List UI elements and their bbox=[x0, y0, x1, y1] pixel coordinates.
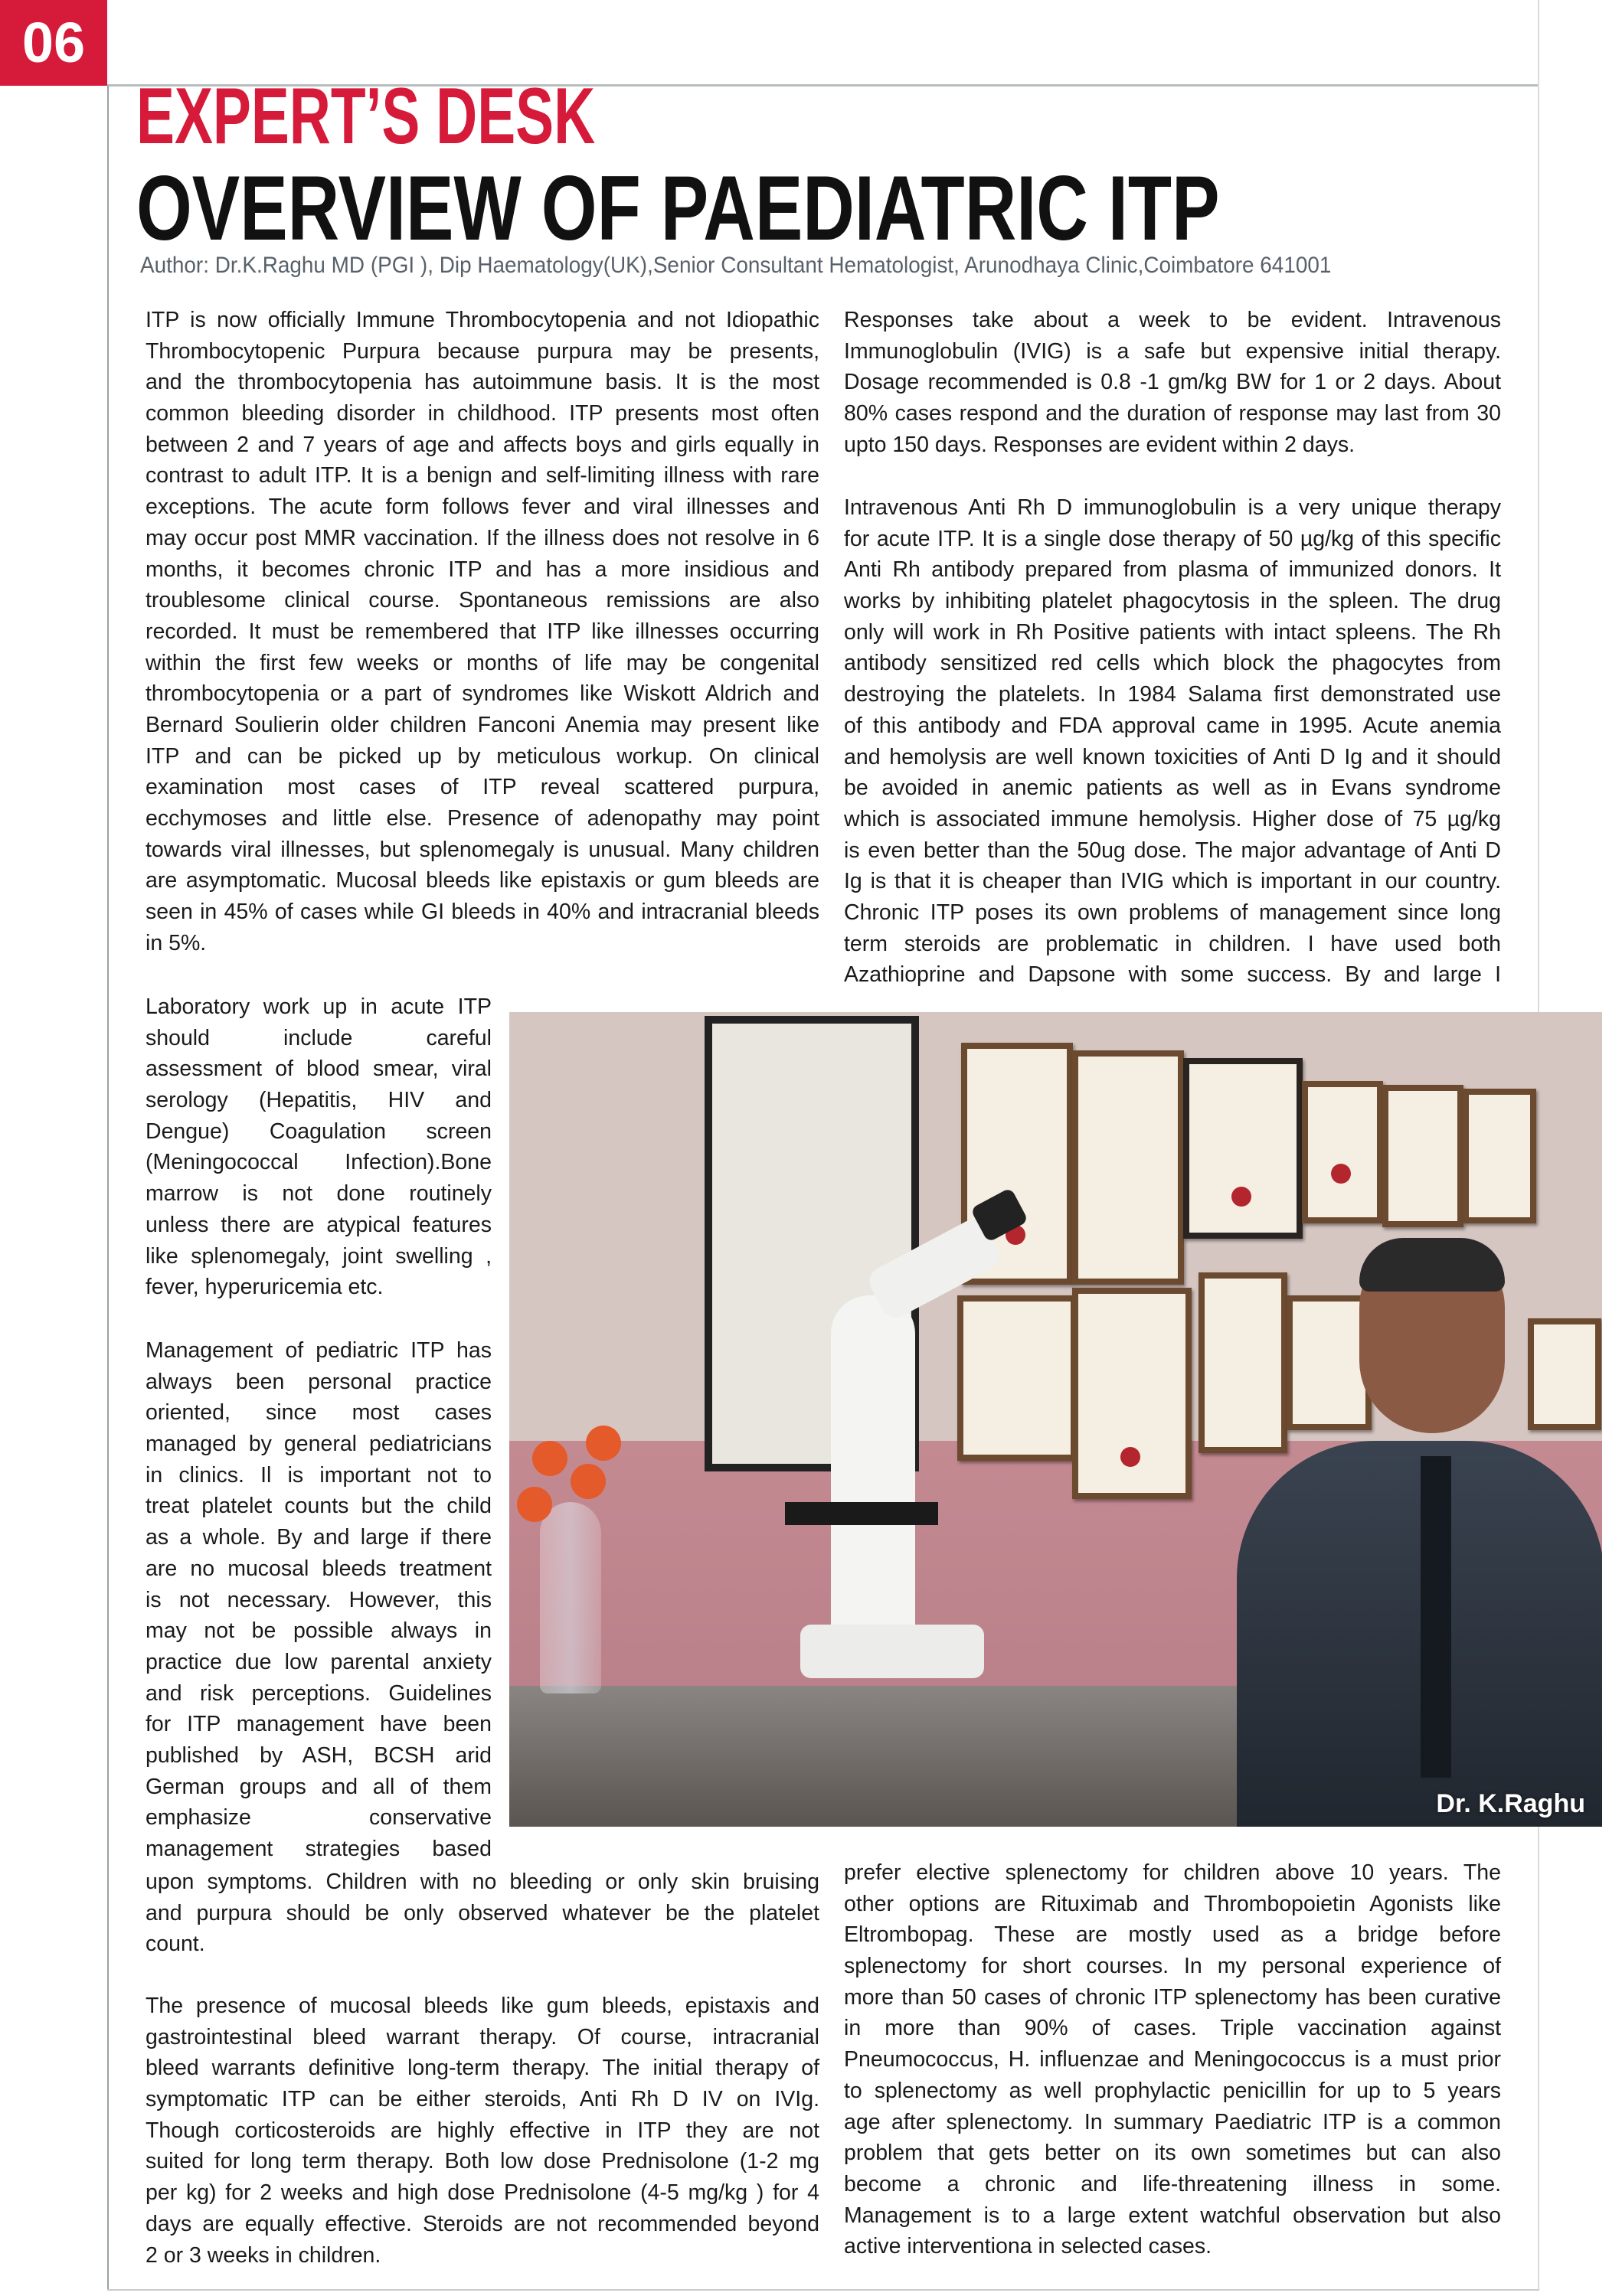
photo-person-body bbox=[1237, 1441, 1602, 1827]
text-line: only will work in Rh Positive patients with intact spleens. The Rh bbox=[844, 619, 1501, 645]
text-line: marrow is not done routinely bbox=[146, 1181, 492, 1207]
text-line: for acute ITP. It is a single dose therapy of 50 µg/kg of this specific bbox=[844, 526, 1501, 551]
text-line: examination most cases of ITP reveal scattered purpura, bbox=[146, 775, 819, 800]
photo-flower bbox=[532, 1441, 567, 1476]
photo-certificate bbox=[1199, 1272, 1287, 1453]
text-line: assessment of blood smear, viral bbox=[146, 1057, 492, 1082]
photo-certificate bbox=[1463, 1089, 1536, 1223]
text-line: gastrointestinal bleed warrant therapy. Of course, intracranial bbox=[146, 2024, 819, 2049]
text-line: may occur post MMR vaccination. If the illness does not resolve in 6 bbox=[146, 525, 819, 550]
photo-certificate bbox=[1072, 1288, 1192, 1499]
text-line: ecchymoses and little else. Presence of adenopathy may point bbox=[146, 806, 819, 831]
author-photo bbox=[509, 1012, 1602, 1827]
text-line: fever, hyperuricemia etc. bbox=[146, 1275, 384, 1300]
text-line: unless there are atypical features bbox=[146, 1212, 492, 1237]
text-line: Ig is that it is cheaper than IVIG which is important in our country. bbox=[844, 869, 1501, 894]
author-line: Author: Dr.K.Raghu MD (PGI ), Dip Haematology(UK),Senior Consultant Hematologist, Arunodhaya Clinic,Coimbatore 641001 bbox=[140, 253, 1332, 278]
text-line: (Meningococcal Infection).Bone bbox=[146, 1150, 492, 1175]
text-line: suited for long term therapy. Both low dose Prednisolone (1-2 mg bbox=[146, 2149, 819, 2174]
text-line: days are equally effective. Steroids are not recommended beyond bbox=[146, 2211, 819, 2236]
text-line: emphasize conservative bbox=[146, 1805, 492, 1831]
text-line: ITP is now officially Immune Thrombocytopenia and not Idiopathic bbox=[146, 308, 819, 332]
text-line: between 2 and 7 years of age and affects boys and girls equally in bbox=[146, 432, 819, 457]
photo-vase bbox=[540, 1502, 601, 1693]
text-line: ITP and can be picked up by meticulous workup. On clinical bbox=[146, 743, 819, 769]
paragraph-lab-workup bbox=[146, 991, 492, 1303]
text-line: serology (Hepatitis, HIV and bbox=[146, 1088, 492, 1113]
text-line: works by inhibiting platelet phagocytosis in the spleen. The drug bbox=[844, 589, 1501, 614]
photo-certificate bbox=[1072, 1050, 1184, 1285]
text-line: thrombocytopenia or a part of syndromes like Wiskott Aldrich and bbox=[146, 681, 819, 707]
text-line: for ITP management have been bbox=[146, 1712, 492, 1737]
text-line: in more than 90% of cases. Triple vaccination against bbox=[844, 2016, 1501, 2041]
text-line: be avoided in anemic patients as well as in Evans syndrome bbox=[844, 776, 1501, 801]
text-line: oriented, since most cases bbox=[146, 1400, 492, 1426]
text-line: practice due low parental anxiety bbox=[146, 1649, 492, 1674]
text-line: 2 or 3 weeks in children. bbox=[146, 2242, 381, 2268]
article-title: OVERVIEW OF PAEDIATRIC ITP bbox=[136, 157, 1220, 260]
text-line: term steroids are problematic in children. I have used both bbox=[844, 931, 1501, 956]
text-line: and purpura should be only observed whatever be the platelet bbox=[146, 1900, 819, 1925]
text-line: Though corticosteroids are highly effective in ITP they are not bbox=[146, 2118, 819, 2143]
photo-certificate bbox=[1382, 1085, 1463, 1227]
text-line: become a chronic and life-threatening illness in some. bbox=[844, 2171, 1501, 2196]
text-line: prefer elective splenectomy for children above 10 years. The bbox=[844, 1860, 1501, 1885]
paragraph-therapy bbox=[146, 1991, 819, 2271]
paragraph-management-continued bbox=[146, 1867, 819, 1960]
text-line: seen in 45% of cases while GI bleeds in 40% and intracranial bleeds bbox=[146, 900, 819, 925]
text-line: Laboratory work up in acute ITP bbox=[146, 994, 492, 1019]
text-line: are asymptomatic. Mucosal bleeds like epistaxis or gum bleeds are bbox=[146, 868, 819, 893]
text-line: antibody sensitized red cells which block the phagocytes from bbox=[844, 651, 1501, 676]
text-line: upon symptoms. Children with no bleeding or only skin bruising bbox=[146, 1870, 819, 1894]
photo-flower bbox=[571, 1464, 606, 1499]
text-line: Dosage recommended is 0.8 -1 gm/kg BW for 1 or 2 days. About bbox=[844, 370, 1501, 395]
paragraph-ivig bbox=[844, 305, 1501, 460]
text-line: exceptions. The acute form follows fever and viral illnesses and bbox=[146, 495, 819, 520]
photo-certificate bbox=[1183, 1058, 1303, 1239]
text-line: treat platelet counts but the child bbox=[146, 1494, 492, 1519]
text-line: Responses take about a week to be evident. Intravenous bbox=[844, 308, 1501, 332]
text-line: Thrombocytopenic Purpura because purpura may be presents, bbox=[146, 338, 819, 364]
text-line: other options are Rituximab and Thrombopoietin Agonists like bbox=[844, 1891, 1501, 1916]
text-line: more than 50 cases of chronic ITP splenectomy has been curative bbox=[844, 1984, 1501, 2010]
text-line: Dengue) Coagulation screen bbox=[146, 1119, 492, 1144]
photo-person-hair bbox=[1359, 1238, 1505, 1292]
text-line: should include careful bbox=[146, 1025, 492, 1050]
text-line: and risk perceptions. Guidelines bbox=[146, 1680, 492, 1706]
bottom-rule bbox=[107, 2289, 1539, 2291]
page-number: 06 bbox=[0, 0, 107, 86]
section-heading: EXPERT’S DESK bbox=[136, 72, 596, 161]
text-line: Intravenous Anti Rh D immunoglobulin is a very unique therapy bbox=[844, 495, 1501, 520]
text-line: recorded. It must be remembered that ITP like illnesses occurring bbox=[146, 619, 819, 644]
photo-microscope bbox=[831, 1295, 915, 1632]
photo-certificate bbox=[957, 1295, 1077, 1461]
text-line: management strategies based bbox=[146, 1837, 492, 1861]
text-line: active interventiona in selected cases. bbox=[844, 2234, 1212, 2259]
text-line: always been personal practice bbox=[146, 1369, 492, 1394]
text-line: common bleeding disorder in childhood. ITP presents most often bbox=[146, 401, 819, 426]
photo-caption: Dr. K.Raghu bbox=[1436, 1789, 1585, 1818]
text-line: Immunoglobulin (IVIG) is a safe but expensive initial therapy. bbox=[844, 338, 1501, 364]
text-line: per kg) for 2 weeks and high dose Prednisolone (4-5 mg/kg ) for 4 bbox=[146, 2180, 819, 2206]
text-line: in 5%. bbox=[146, 930, 207, 955]
text-line: problem that gets better on its own sometimes but can also bbox=[844, 2141, 1501, 2166]
text-line: may not be possible always in bbox=[146, 1618, 492, 1644]
text-line: upto 150 days. Responses are evident within 2 days. bbox=[844, 432, 1355, 457]
text-line: and hemolysis are well known toxicities of Anti D Ig and it should bbox=[844, 744, 1501, 769]
text-line: symptomatic ITP can be either steroids, Anti Rh D IV on IVIg. bbox=[146, 2087, 819, 2112]
paragraph-management bbox=[146, 1335, 492, 1865]
text-line: of this antibody and FDA approval came in 1995. Acute anemia bbox=[844, 713, 1501, 738]
text-line: contrast to adult ITP. It is a benign and self-limiting illness with rare bbox=[146, 463, 819, 488]
text-line: to splenectomy as well prophylactic penicillin for up to 5 years bbox=[844, 2078, 1501, 2103]
text-line: age after splenectomy. In summary Paediatric ITP is a common bbox=[844, 2109, 1501, 2134]
photo-flower bbox=[586, 1426, 621, 1461]
text-line: count. bbox=[146, 1932, 205, 1957]
text-line: months, it becomes chronic ITP and has a more insidious and bbox=[146, 557, 819, 582]
text-line: as a whole. By and large if there bbox=[146, 1525, 492, 1550]
text-line: Eltrombopag. These are mostly used as a bridge before bbox=[844, 1922, 1501, 1948]
text-line: 80% cases respond and the duration of response may last from 30 bbox=[844, 401, 1501, 426]
paragraph-chronic-itp bbox=[844, 1857, 1501, 2262]
text-line: are no mucosal bleeds treatment bbox=[146, 1556, 492, 1581]
photo-microscope-base bbox=[800, 1625, 984, 1678]
paragraph-anti-rh-d bbox=[844, 492, 1501, 991]
text-line: which is associated immune hemolysis. Higher dose of 75 µg/kg bbox=[844, 806, 1501, 831]
text-line: troublesome clinical course. Spontaneous remissions are also bbox=[146, 588, 819, 613]
text-line: is not necessary. However, this bbox=[146, 1587, 492, 1612]
text-line: published by ASH, BCSH arid bbox=[146, 1742, 492, 1768]
text-line: bleed warrants definitive long-term therapy. The initial therapy of bbox=[146, 2056, 819, 2081]
left-margin-rule bbox=[107, 86, 109, 2291]
text-line: Management is to a large extent watchful observation but also bbox=[844, 2203, 1501, 2228]
text-line: like splenomegaly, joint swelling , bbox=[146, 1243, 492, 1269]
text-line: within the first few weeks or months of life may be congenital bbox=[146, 650, 819, 675]
text-line: managed by general pediatricians bbox=[146, 1432, 492, 1457]
photo-person-tie bbox=[1421, 1456, 1451, 1778]
text-line: Chronic ITP poses its own problems of management since long bbox=[844, 900, 1501, 925]
text-line: Management of pediatric ITP has bbox=[146, 1338, 492, 1363]
text-line: Azathioprine and Dapsone with some success. By and large I bbox=[844, 962, 1501, 988]
text-line: in clinics. Il is important not to bbox=[146, 1462, 492, 1488]
text-line: Bernard Soulierin older children Fanconi Anemia may present like bbox=[146, 712, 819, 737]
text-line: splenectomy for short courses. In my personal experience of bbox=[844, 1954, 1501, 1979]
text-line: and the thrombocytopenia has autoimmune basis. It is the most bbox=[146, 370, 819, 395]
text-line: Anti Rh antibody prepared from plasma of immunized donors. It bbox=[844, 557, 1501, 583]
photo-certificate bbox=[1528, 1318, 1601, 1430]
text-line: destroying the platelets. In 1984 Salama first demonstrated use bbox=[844, 682, 1501, 707]
text-line: German groups and all of them bbox=[146, 1774, 492, 1799]
text-line: is even better than the 50ug dose. The major advantage of Anti D bbox=[844, 838, 1501, 863]
paragraph-intro bbox=[146, 305, 819, 959]
photo-flower bbox=[517, 1487, 552, 1522]
photo-microscope-stage bbox=[785, 1502, 938, 1525]
photo-certificate bbox=[1302, 1081, 1383, 1223]
text-line: Pneumococcus, H. influenzae and Meningococcus is a must prior bbox=[844, 2047, 1501, 2072]
text-line: The presence of mucosal bleeds like gum bleeds, epistaxis and bbox=[146, 1994, 819, 2018]
text-line: towards viral illnesses, but splenomegaly is unusual. Many children bbox=[146, 837, 819, 862]
